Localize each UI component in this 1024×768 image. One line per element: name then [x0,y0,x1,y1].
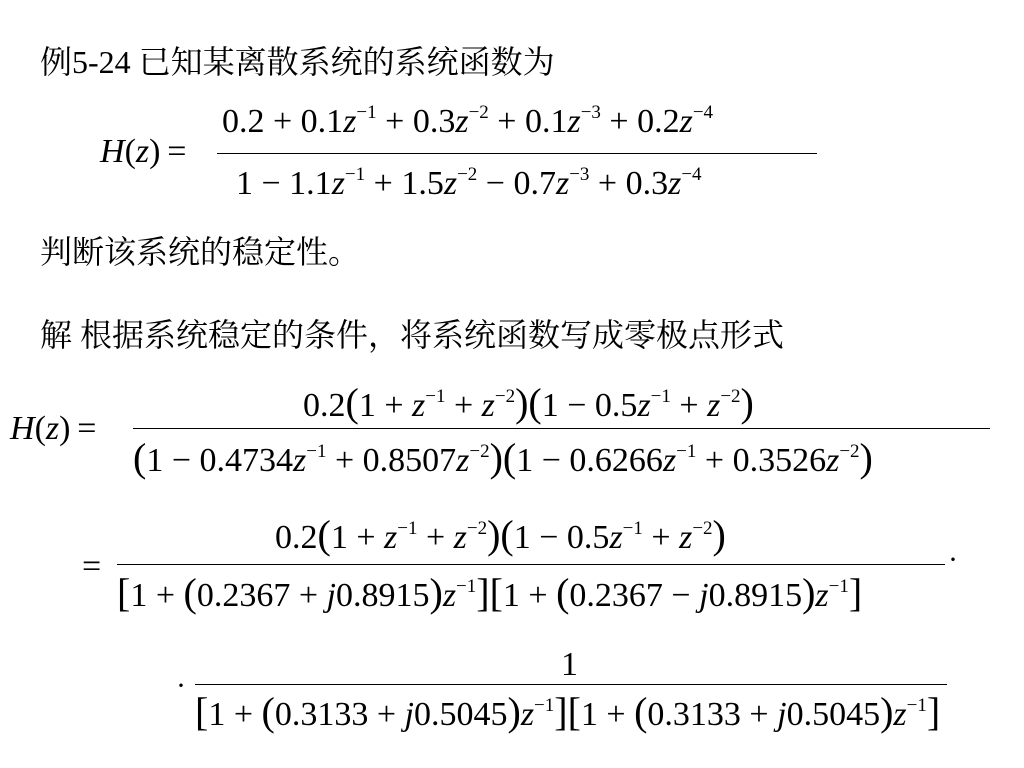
eq1-fraction-bar [217,153,817,154]
eq4-multiply-dot: · [176,669,186,702]
eq3-numerator: $0.2(1 + z^{-1} + z^{-2})(1 - 0.5z^{-1} + z^{-2})$ [275,512,726,557]
eq2-denominator: $(1 - 0.4734z^{-1} + 0.8507z^{-2})(1 - 0.6266z^{-1} + 0.3526z^{-2})$ [133,435,873,480]
eq3-denominator: $[1 + (0.2367 + j0.8915)z^{-1}][1 + (0.2367 - j0.8915)z^{-1}]$ [117,570,863,615]
eq1-denominator: $1 - 1.1z^{-1} + 1.5z^{-2} - 0.7z^{-3} + 0.3z^{-4}$ [236,164,702,202]
eq2-numerator: $0.2(1 + z^{-1} + z^{-2})(1 - 0.5z^{-1} + z^{-2})$ [303,380,754,425]
solution-text: 解 根据系统稳定的条件，将系统函数写成零极点形式 [40,317,785,353]
eq3-multiply-dot: · [948,543,958,576]
eq2-lhs: H(z) = [10,410,97,447]
eq4-numerator: 1 [561,646,578,683]
eq4-fraction-bar [195,684,947,685]
eq1-lhs: H(z) = [100,133,187,170]
eq1-numerator: $0.2 + 0.1z^{-1} + 0.3z^{-2} + 0.1z^{-3} + 0.2z^{-4}$ [222,102,714,140]
eq4-denominator: $[1 + (0.3133 + j0.5045)z^{-1}][1 + (0.3133 + j0.5045)z^{-1}]$ [195,689,941,734]
question-text: 判断该系统的稳定性。 [40,234,361,270]
eq3-equals: = [82,548,102,585]
example-heading: 例5-24 已知某离散系统的系统函数为 [40,44,555,80]
eq3-fraction-bar [117,564,945,565]
eq2-fraction-bar [133,428,990,429]
